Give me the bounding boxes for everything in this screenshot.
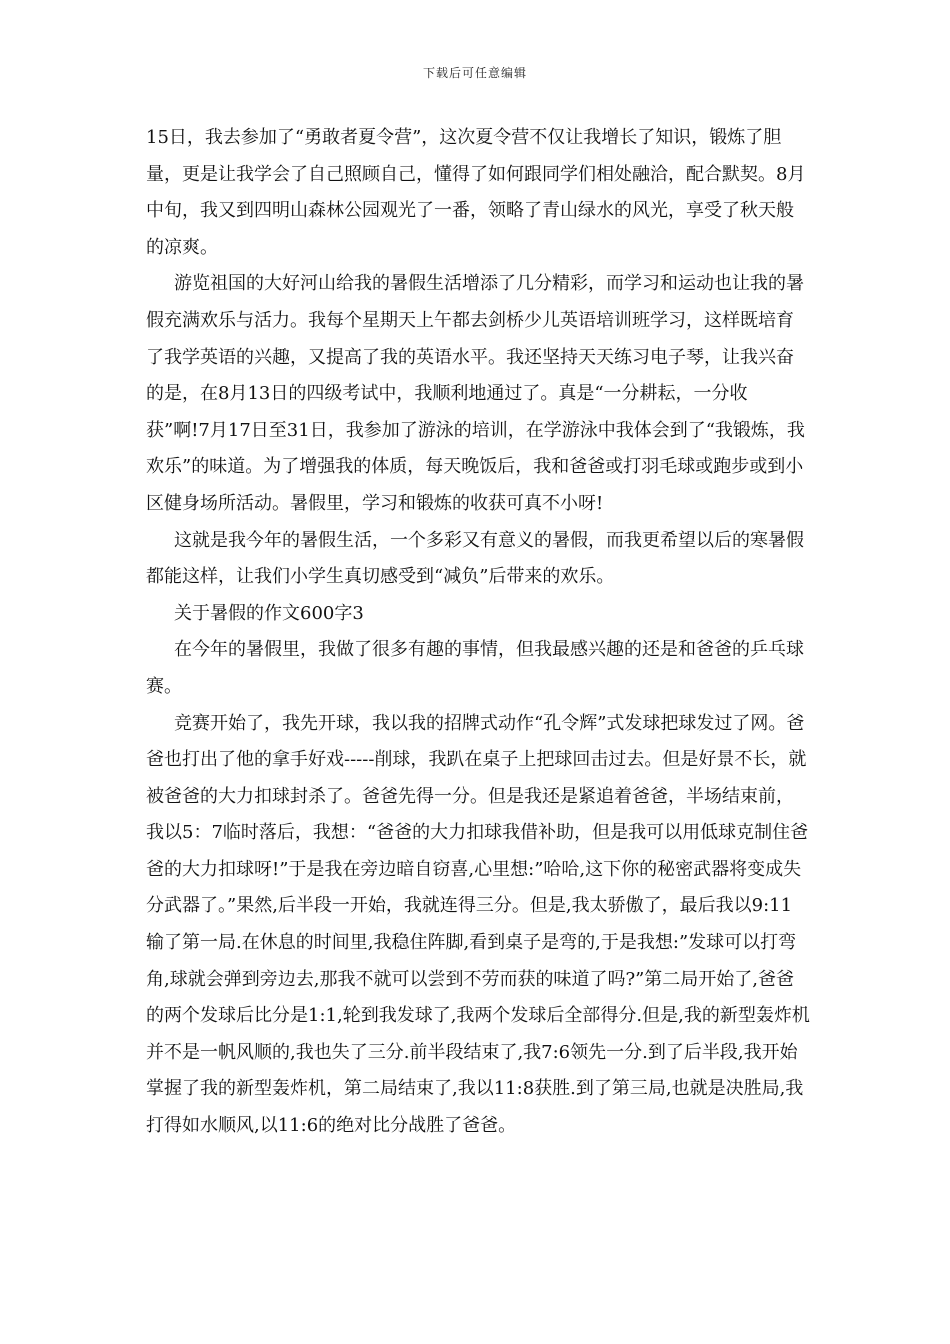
page-header-note: 下载后可任意编辑: [422, 66, 527, 80]
paragraph-1: 15日，我去参加了“勇敢者夏令营”，这次夏令营不仅让我增长了知识，锻炼了胆量，更是让我学会了自己照顾自己，懂得了如何跟同学们相处融洽，配合默契。8月中旬，我又到四明山森林公园观光了一番，领略了青山绿水的风光，享受了秋天般的凉爽。: [146, 127, 806, 258]
paragraph-5: 竞赛开始了，我先开球，我以我的招牌式动作“孔令辉”式发球把球发过了网。爸爸也打出了他的拿手好戏-----削球，我趴在桌子上把球回击过去。但是好景不长，就被爸爸的大力扣球封杀了。爸爸先得一分。但是我还是紧追着爸爸，半场结束前，我以5：7临时落后，我想：“爸爸的大力扣球我借补助，但是我可以用低球克制住爸爸的大力扣球呀!”于是我在旁边暗自窃喜,心里想:”哈哈,这下你的秘密武器将变成失分武器了。”果然,后半段一开始，我就连得三分。但是,我太骄傲了，最后我以9:11输了第一局.在休息的时间里,我稳住阵脚,看到桌子是弯的,于是我想:”发球可以打弯角,球就会弹到旁边去,那我不就可以尝到不劳而获的味道了吗?”第二局开始了,爸爸的两个发球后比分是1:1,轮到我发球了,我两个发球后全部得分.但是,我的新型轰炸机并不是一帆风顺的,我也失了三分.前半段结束了,我7:6领先一分.到了后半段,我开始掌握了我的新型轰炸机，第二局结束了,我以11:8获胜.到了第三局,也就是决胜局,我打得如水顺风,以11:6的绝对比分战胜了爸爸。: [146, 712, 810, 1137]
paragraph-2: 游览祖国的大好河山给我的暑假生活增添了几分精彩，而学习和运动也让我的暑假充满欢乐与活力。我每个星期天上午都去剑桥少儿英语培训班学习，这样既培育了我学英语的兴趣，又提高了我的英语水平。我还坚持天天练习电子琴，让我兴奋的是，在8月13日的四级考试中，我顺利地通过了。真是“一分耕耘，一分收获”啊!7月17日至31日，我参加了游泳的培训，在学游泳中我体会到了“我锻炼，我欢乐”的味道。为了增强我的体质，每天晚饭后，我和爸爸或打羽毛球或跑步或到小区健身场所活动。暑假里，学习和锻炼的收获可真不小呀!: [146, 273, 805, 514]
document-body: [146, 120, 810, 1145]
essay-title: 关于暑假的作文600字3: [174, 602, 364, 624]
paragraph-4: 在今年的暑假里，我做了很多有趣的事情，但我最感兴趣的还是和爸爸的乒乓球赛。: [146, 639, 804, 697]
paragraph-3: 这就是我今年的暑假生活，一个多彩又有意义的暑假，而我更希望以后的寒暑假都能这样，让我们小学生真切感受到“减负”后带来的欢乐。: [146, 529, 804, 588]
